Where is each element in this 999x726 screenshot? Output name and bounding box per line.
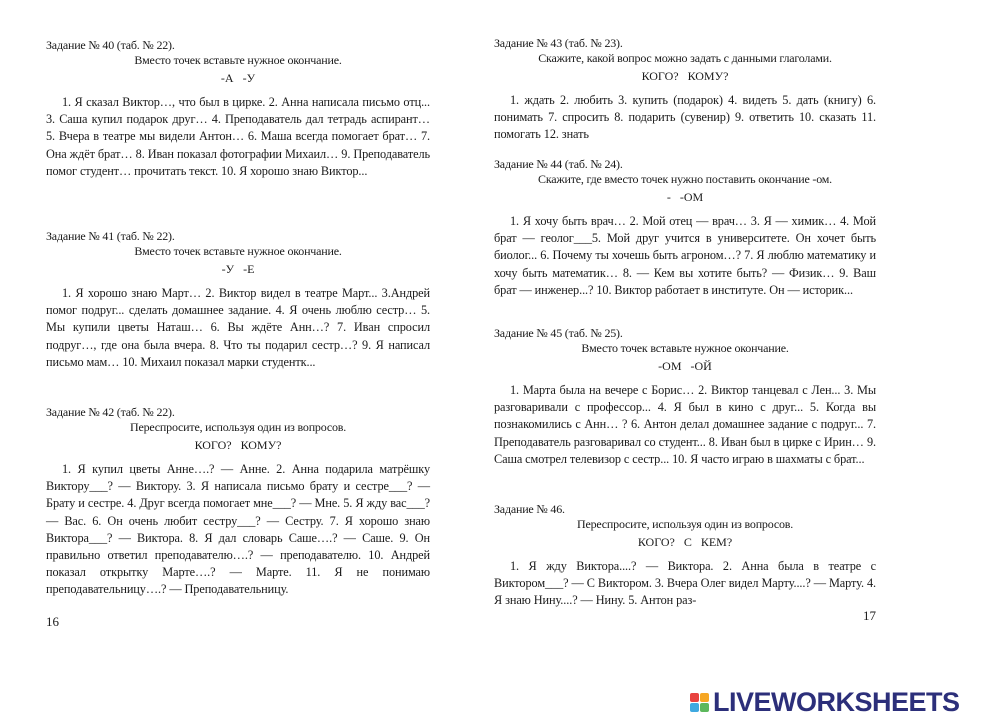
task-43 — [494, 36, 876, 144]
task-body: 1. ждать 2. любить 3. купить (подарок) 4. видеть 5. дать (книгу) 6. понимать 7. спросить 8. подарить (сувенир) 9. ответить 10. сказать 11. помогать 12. знать — [494, 93, 876, 142]
task-instruction: Вместо точек вставьте нужное окончание. — [134, 244, 342, 258]
page-number: 17 — [863, 608, 876, 623]
logo-icon — [690, 693, 709, 712]
task-body: 1. Я жду Виктора....? — Виктора. 2. Анна была в театре с Виктором___? — С Виктором. 3. Вчера Олег видел Марту....? — Марту. 4. Я знаю Нину....? — Нину. 5. Антон раз- — [494, 559, 876, 608]
logo-square-red — [690, 693, 699, 702]
task-body: 1. Я купил цветы Анне….? — Анне. 2. Анна подарила матрёшку Виктору___? — Виктору. 3. Я написала письмо брату и сестре___? — Брату и сестре. 4. Друг всегда помогает мне___? — Мне. 5. Я жду вас___? — Вас. 6. Он очень любит сестру___? — Сестру. 7. Я хорошо знаю Виктора___? — Виктора. 8. Я дал словарь Саше….? — Саше. 9. Он правильно ответил преподавателю….? — преподавателю. 10. Андрей показал открытку Марте….? — Марте. 11. Я не понимаю преподавательницу….? — Преподавательницу. — [46, 462, 430, 597]
task-instruction: Переспросите, используя один из вопросов. — [576, 517, 794, 531]
task-44 — [494, 157, 876, 299]
page-number: 16 — [46, 614, 59, 629]
task-title: Задание № 42 (таб. № 22). — [46, 405, 175, 419]
task-body: 1. Я хочу быть врач… 2. Мой отец — врач… 3. Я — химик… 4. Мой брат — геолог___5. Мой друг учится в университете. Он хочет быть биолог... 6. Почему ты хочешь быть агроном…? 7. Я люблю математику и хочу быть математик… 8. — Кем вы хотите быть? — Физик… 9. Ваш брат — инженер...? 10. Виктор работает в институте. Он — историк... — [494, 214, 876, 297]
task-endings: КОГО? КОМУ? — [194, 438, 282, 452]
task-instruction: Скажите, какой вопрос можно задать с данными глаголами. — [538, 51, 832, 65]
task-instruction: Скажите, где вместо точек нужно поставить окончание -ом. — [538, 172, 832, 186]
task-body: 1. Я хорошо знаю Март… 2. Виктор видел в театре Март... 3.Андрей помог подруг... сделать домашнее задание. 4. Я очень люблю сестр… 5. Мы купили цветы Наташ… 6. Вы ждёте Анн…? 7. Иван спросил подруг…, где она была вчера. 8. Что ты подарил сестр…? 9. Я написал письмо мам… 10. Михаил показал марки студентк... — [46, 286, 430, 369]
task-endings: -А -У — [220, 71, 256, 85]
liveworksheets-logo — [690, 684, 990, 720]
task-title: Задание № 45 (таб. № 25). — [494, 326, 623, 340]
task-instruction: Переспросите, используя один из вопросов. — [129, 420, 347, 434]
task-body: 1. Марта была на вечере с Борис… 2. Виктор танцевал с Лен... 3. Мы разговаривали с профессор... 4. Я был в кино с друг... 5. Когда вы познакомились с Анн… ? 6. Антон делал домашнее задание с подруг... 7. Преподаватель разговаривал со студент... 8. Иван был в цирке с Ирин… 9. Саша смотрел телевизор с сестр... 10. Я часто играю в шахматы с брат... — [494, 383, 876, 466]
task-body: 1. Я сказал Виктор…, что был в цирке. 2. Анна написала письмо отц... 3. Саша купил подарок друг… 4. Преподаватель дал тетрадь аспирант… 5. Вчера в театре мы видели Антон… 6. Маша всегда помогает брат… 7. Она ждёт брат… 8. Иван показал фотографии Михаил… 9. Преподаватель помог студент… прочитать текст. 10. Я хорошо знаю Виктор... — [46, 95, 430, 178]
right-page — [494, 0, 876, 640]
task-title: Задание № 43 (таб. № 23). — [494, 36, 623, 50]
task-title: Задание № 44 (таб. № 24). — [494, 157, 623, 171]
task-endings: -ОМ -ОЙ — [658, 359, 712, 373]
task-46 — [494, 502, 876, 610]
task-endings: - -ОМ — [666, 190, 704, 204]
task-40 — [46, 38, 430, 180]
task-41 — [46, 229, 430, 371]
logo-square-blue — [690, 703, 699, 712]
task-title: Задание № 41 (таб. № 22). — [46, 229, 175, 243]
logo-text: LIVEWORKSHEETS — [713, 686, 960, 717]
task-45 — [494, 326, 876, 468]
task-endings: КОГО? КОМУ? — [641, 69, 729, 83]
task-instruction: Вместо точек вставьте нужное окончание. — [134, 53, 342, 67]
left-page — [46, 0, 430, 640]
logo-square-green — [700, 703, 709, 712]
task-instruction: Вместо точек вставьте нужное окончание. — [581, 341, 789, 355]
task-endings: КОГО? С КЕМ? — [637, 535, 733, 549]
task-42 — [46, 405, 430, 599]
task-endings: -У -Е — [221, 262, 255, 276]
task-title: Задание № 46. — [494, 502, 565, 516]
logo-square-orange — [700, 693, 709, 702]
task-title: Задание № 40 (таб. № 22). — [46, 38, 175, 52]
